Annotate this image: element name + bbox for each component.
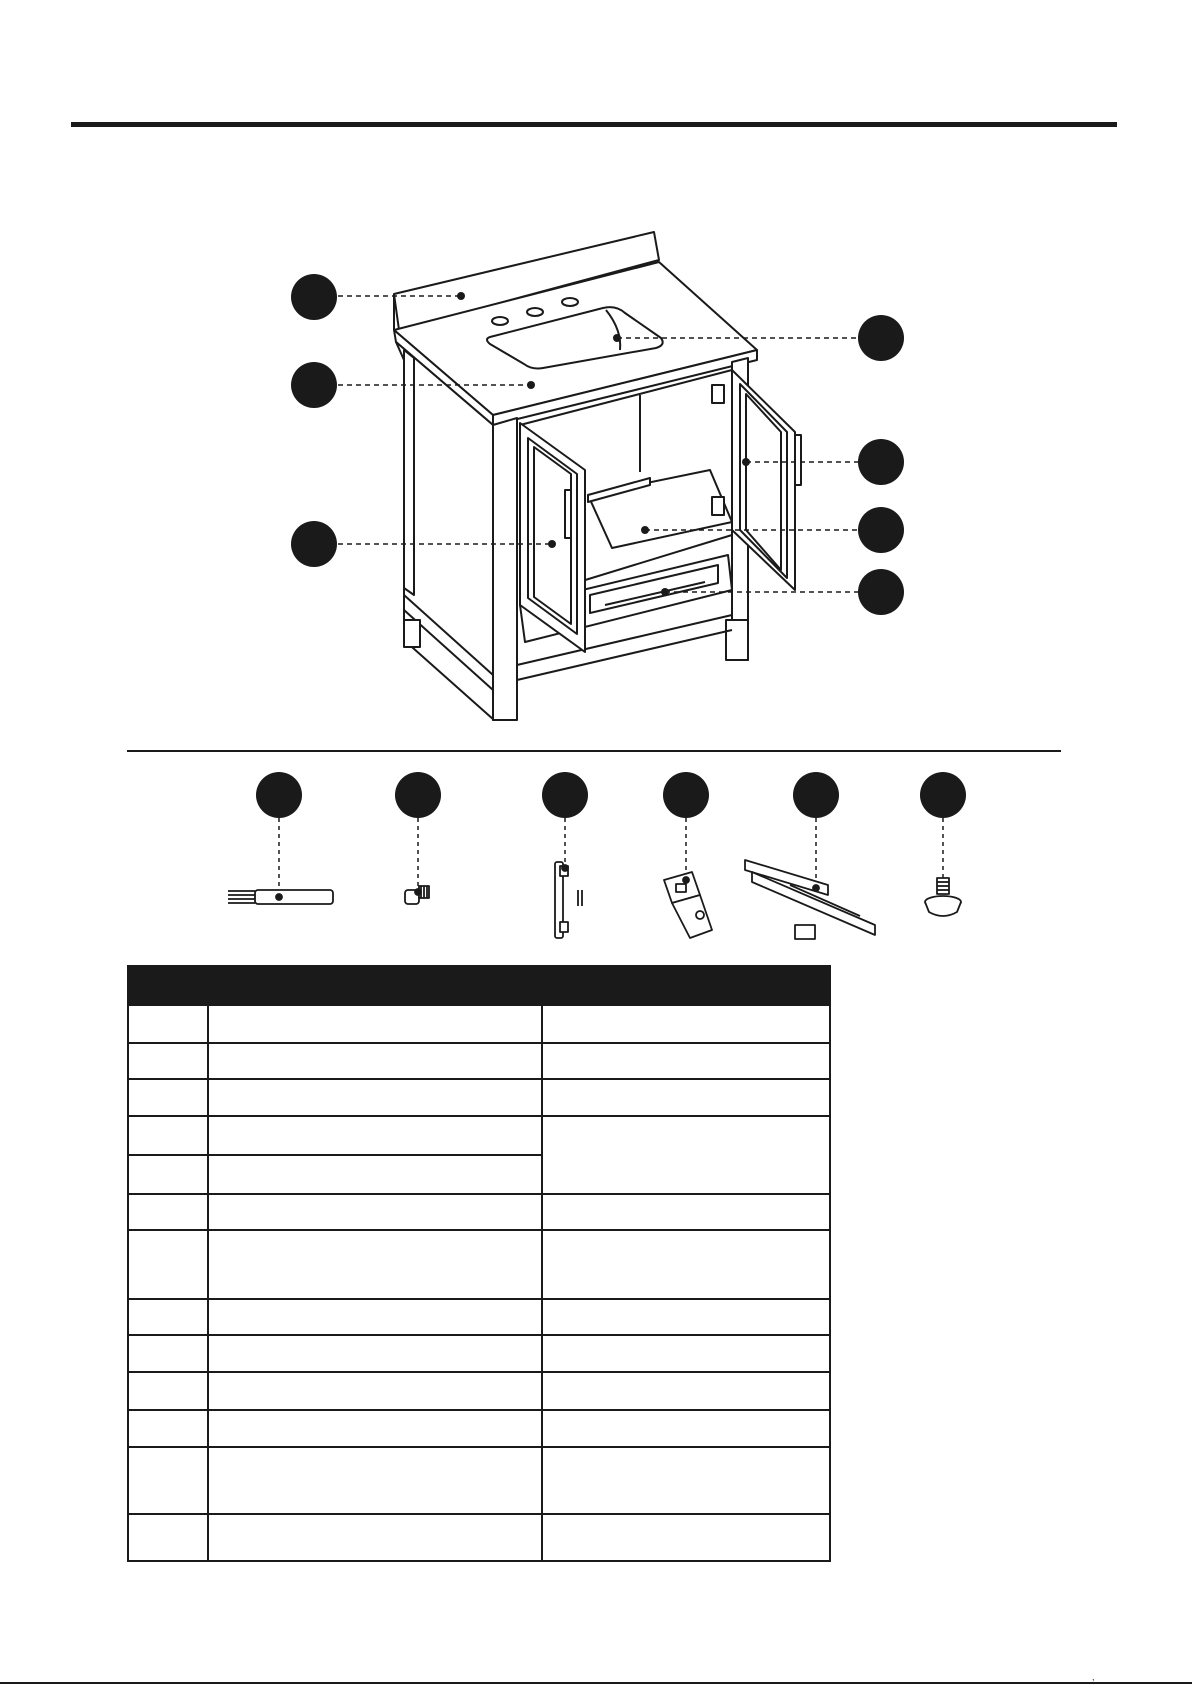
table-row (129, 1513, 829, 1515)
table-row (129, 1154, 543, 1156)
hinge-icon (664, 872, 712, 938)
table-row (129, 1371, 829, 1373)
door-handle-icon (555, 862, 582, 938)
callout-hardware-b (395, 772, 441, 818)
column-divider (207, 1006, 209, 1560)
table-header (129, 967, 829, 1006)
callout-sink (858, 315, 904, 361)
callout-cabinet (291, 521, 337, 567)
dowel-bolt-icon (228, 890, 333, 904)
callout-door (858, 439, 904, 485)
column-divider (541, 1006, 543, 1560)
footer-mark: , (1092, 1672, 1095, 1682)
table-row (129, 1229, 829, 1231)
callout-countertop-backsplash (291, 274, 337, 320)
table-row (129, 1042, 829, 1044)
callout-hardware-d (663, 772, 709, 818)
table-row (129, 1115, 829, 1117)
table-row (129, 1298, 829, 1300)
cam-pin-icon (405, 886, 429, 904)
table-row (129, 1334, 829, 1336)
callout-hardware-c (542, 772, 588, 818)
drawer-slide-icon (745, 860, 875, 939)
table-row (129, 1446, 829, 1448)
footer-rule (0, 1682, 1192, 1684)
parts-table (127, 965, 831, 1562)
callout-countertop (291, 362, 337, 408)
table-row (129, 1078, 829, 1080)
leveling-foot-icon (925, 878, 961, 916)
section-divider (127, 750, 1061, 752)
callout-hardware-f (920, 772, 966, 818)
callout-shelf (858, 507, 904, 553)
table-row (129, 1193, 829, 1195)
table-row (129, 1409, 829, 1411)
callout-drawer (858, 569, 904, 615)
callout-hardware-e (793, 772, 839, 818)
callout-hardware-a (256, 772, 302, 818)
